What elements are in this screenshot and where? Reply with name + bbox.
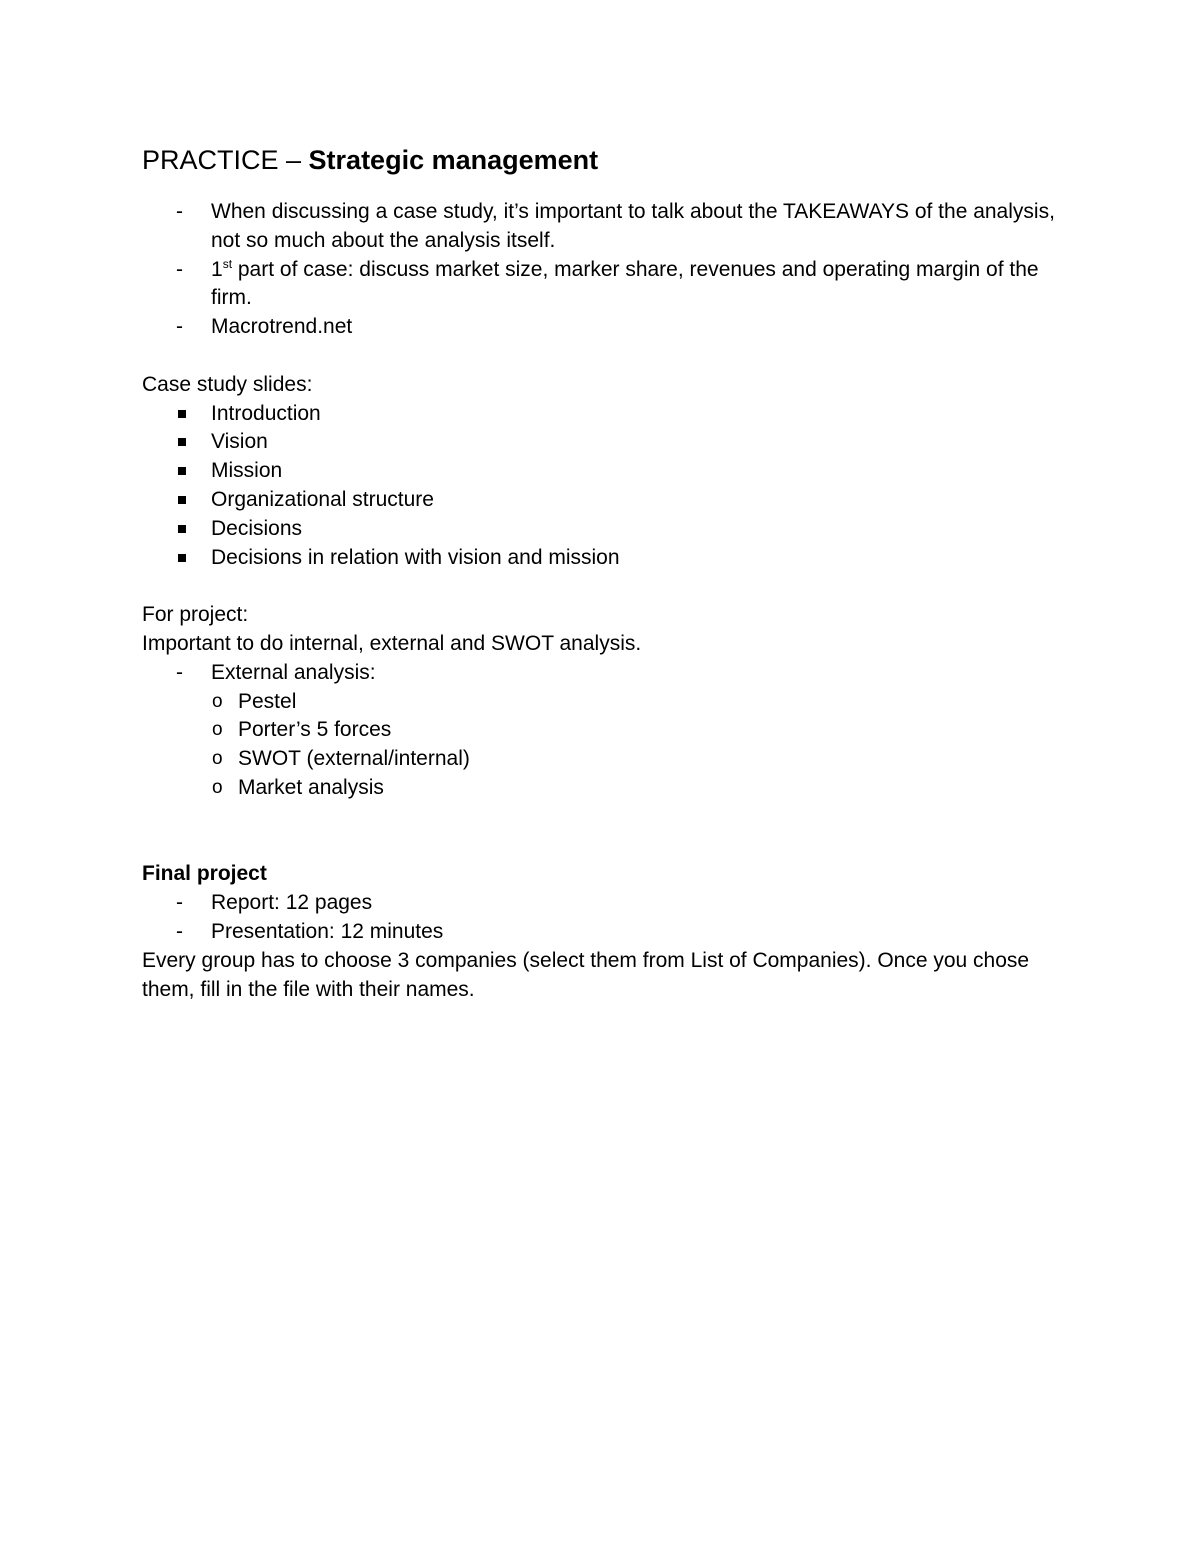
square-bullet-icon bbox=[178, 525, 186, 533]
list-item bbox=[212, 774, 1072, 803]
ordinal-suffix: st bbox=[222, 256, 233, 271]
list-item-text: When discussing a case study, it’s important to talk about the TAKEAWAYS of the analysis, not so much about the analysis itself. bbox=[211, 200, 1055, 252]
list-item bbox=[142, 400, 1072, 429]
list-item-text: Presentation: 12 minutes bbox=[211, 919, 444, 943]
dash-bullet: - bbox=[176, 891, 183, 915]
case-study-list bbox=[142, 400, 1072, 573]
spacer bbox=[142, 572, 1072, 601]
list-item bbox=[212, 688, 1072, 717]
external-analysis-sublist bbox=[212, 688, 1072, 803]
list-item bbox=[142, 486, 1072, 515]
square-bullet-icon bbox=[178, 554, 186, 562]
project-line: Important to do internal, external and SWOT analysis. bbox=[142, 631, 642, 655]
final-project-paragraph: Every group has to choose 3 companies (select them from List of Companies). Once you chose them, fill in the file with their names. bbox=[142, 948, 1030, 1001]
list-item bbox=[142, 457, 1072, 486]
square-bullet-icon bbox=[178, 467, 186, 475]
list-item-text: External analysis: bbox=[211, 660, 376, 684]
ordinal-number: 1 bbox=[211, 257, 223, 281]
circle-bullet: o bbox=[212, 748, 223, 770]
list-item-rest: part of case: discuss market size, marker share, revenues and operating margin of the firm. bbox=[211, 257, 1039, 310]
dash-bullet: - bbox=[176, 919, 183, 943]
list-item-text: Macrotrend.net bbox=[211, 315, 353, 339]
circle-bullet: o bbox=[212, 690, 223, 712]
list-item-text: SWOT (external/internal) bbox=[238, 747, 470, 771]
list-item bbox=[142, 544, 1072, 573]
dash-bullet: - bbox=[176, 257, 183, 281]
list-item-text: Report: 12 pages bbox=[211, 891, 373, 915]
list-item bbox=[142, 313, 1072, 342]
list-item bbox=[142, 659, 1072, 688]
dash-bullet: - bbox=[176, 200, 183, 223]
page-title bbox=[142, 140, 1072, 180]
list-item bbox=[212, 745, 1072, 774]
list-item-text: Organizational structure bbox=[211, 487, 434, 511]
square-bullet-icon bbox=[178, 438, 186, 446]
spacer bbox=[142, 803, 1072, 861]
project-heading: For project: bbox=[142, 603, 249, 627]
square-bullet-icon bbox=[178, 410, 186, 418]
list-item-text: Vision bbox=[211, 430, 268, 454]
square-bullet-icon bbox=[178, 496, 186, 504]
title-bold: Strategic management bbox=[308, 145, 599, 175]
dash-bullet: - bbox=[176, 315, 183, 339]
final-project-heading: Final project bbox=[142, 862, 267, 886]
title-prefix: PRACTICE – bbox=[142, 145, 309, 175]
dash-bullet: - bbox=[176, 660, 183, 684]
external-analysis-list bbox=[142, 659, 1072, 688]
list-item bbox=[212, 716, 1072, 745]
intro-list bbox=[142, 198, 1072, 342]
spacer bbox=[142, 342, 1072, 371]
case-study-heading: Case study slides: bbox=[142, 372, 313, 396]
list-item bbox=[142, 515, 1072, 544]
list-item-text: Porter’s 5 forces bbox=[238, 718, 392, 742]
document-body bbox=[142, 140, 1072, 1004]
list-item bbox=[142, 256, 1072, 314]
list-item-text: Introduction bbox=[211, 401, 321, 425]
circle-bullet: o bbox=[212, 719, 223, 741]
list-item bbox=[142, 428, 1072, 457]
list-item bbox=[142, 198, 1072, 256]
list-item bbox=[142, 889, 1072, 918]
list-item-text: Decisions bbox=[211, 516, 303, 540]
final-project-list bbox=[142, 889, 1072, 947]
list-item-text: Decisions in relation with vision and mission bbox=[211, 545, 620, 569]
circle-bullet: o bbox=[212, 776, 223, 798]
list-item-text: Pestel bbox=[238, 689, 297, 713]
list-item bbox=[142, 918, 1072, 947]
list-item-text: Market analysis bbox=[238, 775, 384, 799]
list-item-text: Mission bbox=[211, 459, 283, 483]
list-item-text bbox=[211, 258, 1039, 310]
